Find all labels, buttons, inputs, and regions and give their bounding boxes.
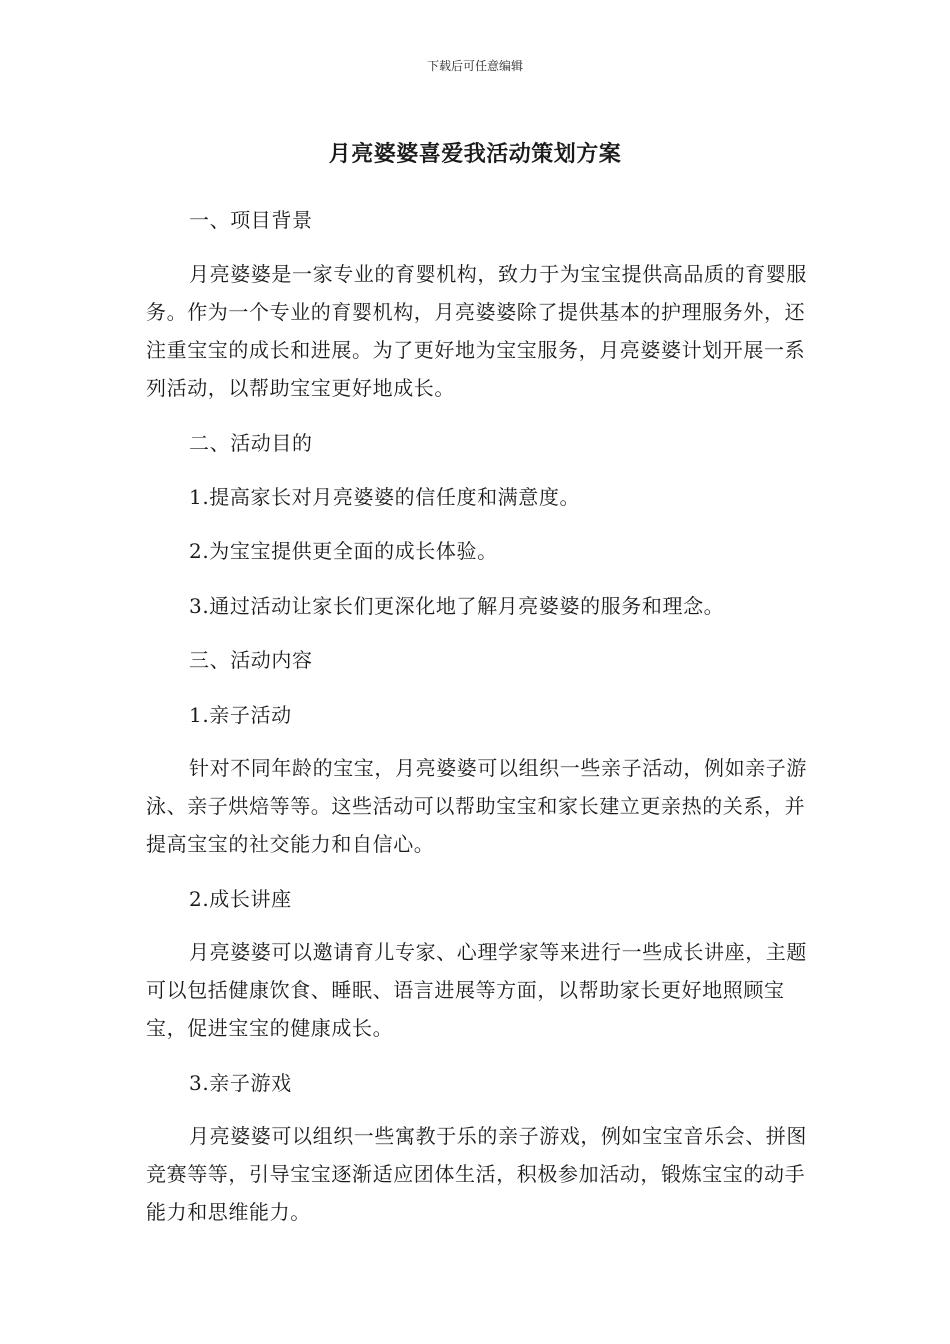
content-item-2-title: 2.成长讲座 — [189, 887, 292, 911]
goal-item-3: 3.通过活动让家长们更深化地了解月亮婆婆的服务和理念。 — [189, 594, 725, 618]
content-item-1-title: 1.亲子活动 — [189, 703, 292, 727]
goal-item-1: 1.提高家长对月亮婆婆的信任度和满意度。 — [189, 485, 581, 509]
content-item-1-text: 针对不同年龄的宝宝，月亮婆婆可以组织一些亲子活动，例如亲子游泳、亲子烘焙等等。这些活动可以帮助宝宝和家长建立更亲热的关系，并提高宝宝的社交能力和自信心。 — [146, 756, 807, 856]
goal-item-2: 2.为宝宝提供更全面的成长体验。 — [189, 539, 498, 563]
document-title: 月亮婆婆喜爱我活动策划方案 — [328, 142, 622, 167]
section-heading-background: 一、项目背景 — [189, 208, 313, 232]
header-note: 下载后可任意编辑 — [426, 59, 523, 73]
content-item-3-text: 月亮婆婆可以组织一些寓教于乐的亲子游戏，例如宝宝音乐会、拼图竞赛等等，引导宝宝逐渐适应团体生活，积极参加活动，锻炼宝宝的动手能力和思维能力。 — [146, 1124, 807, 1224]
section-heading-goals: 二、活动目的 — [189, 431, 313, 455]
paragraph-background: 月亮婆婆是一家专业的育婴机构，致力于为宝宝提供高品质的育婴服务。作为一个专业的育婴机构，月亮婆婆除了提供基本的护理服务外，还注重宝宝的成长和进展。为了更好地为宝宝服务，月亮婆婆计划开展一系列活动，以帮助宝宝更好地成长。 — [146, 262, 807, 400]
content-item-3-title: 3.亲子游戏 — [189, 1071, 292, 1095]
section-heading-content: 三、活动内容 — [189, 648, 313, 672]
content-item-2-text: 月亮婆婆可以邀请育儿专家、心理学家等来进行一些成长讲座，主题可以包括健康饮食、睡眠、语言进展等方面，以帮助家长更好地照顾宝宝，促进宝宝的健康成长。 — [146, 940, 807, 1040]
